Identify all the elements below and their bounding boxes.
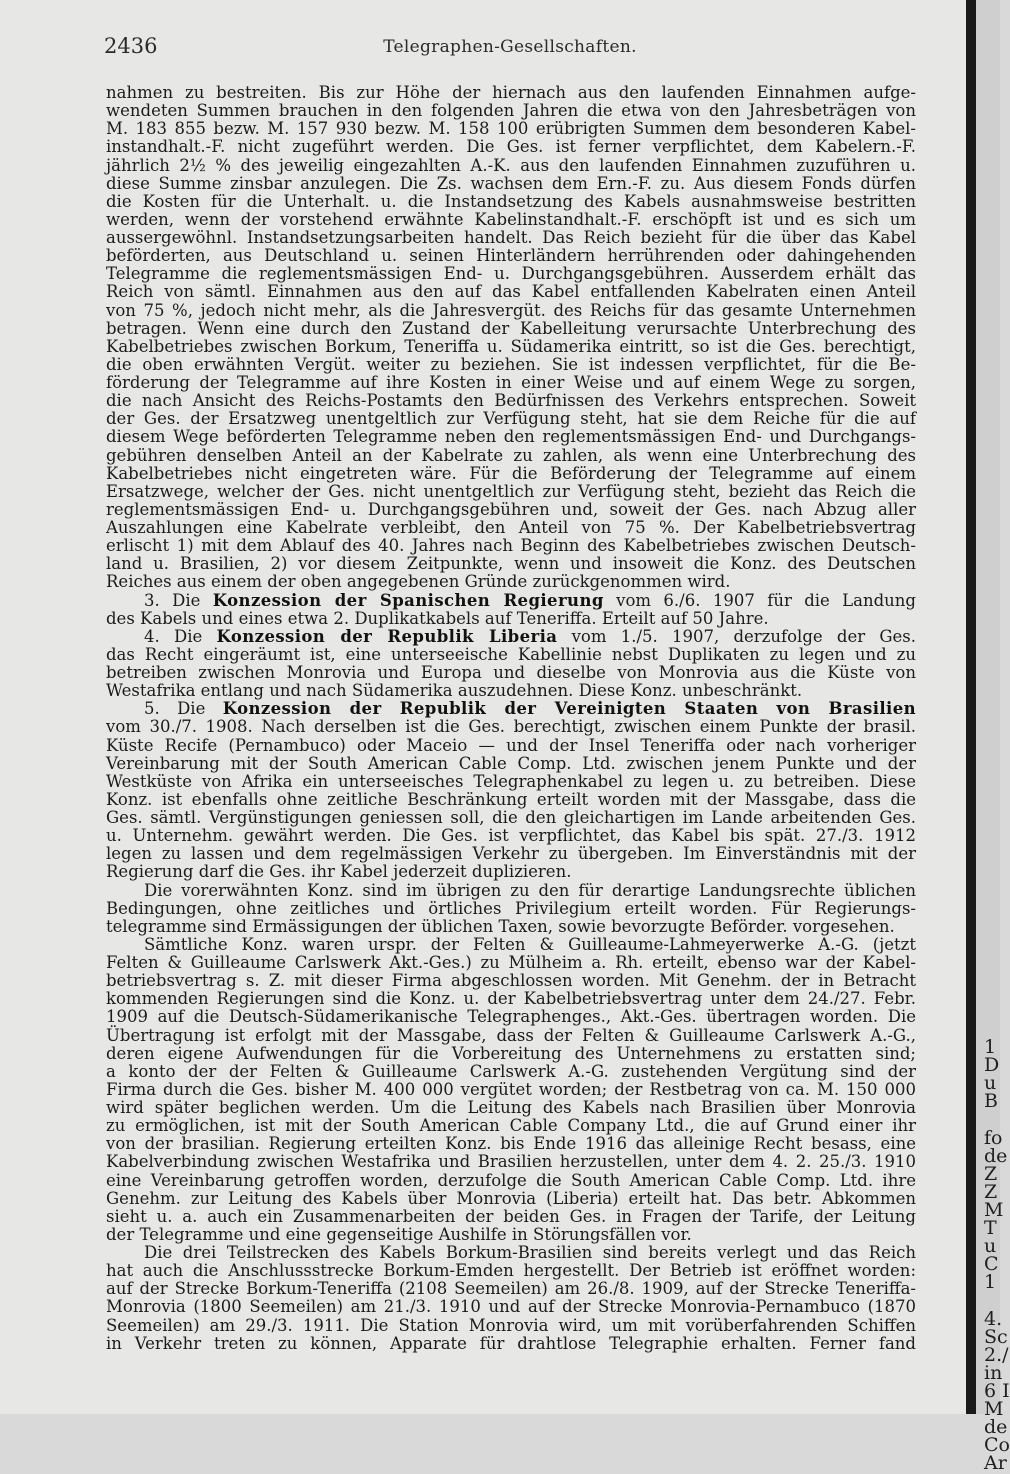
text-line: von 75 %, jedoch nicht mehr, als die Jahresvergüt. des Reichs für das gesamte Unternehmen: [106, 300, 916, 320]
adjacent-page-fragment: C: [984, 1253, 999, 1276]
adjacent-page-fragment: in: [984, 1361, 1003, 1384]
text-line: Regierung darf die Ges. ihr Kabel jederzeit duplizieren.: [106, 862, 572, 882]
text-line: Reiches aus einem der oben angegebenen Gründe zurückgenommen wird.: [106, 572, 731, 592]
text-line: kommenden Regierungen sind die Konz. u. der Kabelbetriebsvertrag unter dem 24./27. Febr.: [106, 989, 916, 1009]
text-line: Sämtliche Konz. waren urspr. der Felten & Guilleaume-Lahmeyerwerke A.-G. (jetzt: [144, 934, 916, 954]
text-line: nahmen zu bestreiten. Bis zur Höhe der hiernach aus den laufenden Einnahmen aufge-: [106, 83, 916, 102]
running-header: [104, 34, 916, 62]
text-line: wendeten Summen brauchen in den folgenden Jahren die etwa von den Jahresbeträgen von: [106, 101, 916, 121]
text-line: beförderten, aus Deutschland u. seinen Hinterländern herrührenden oder dahingehenden: [106, 246, 916, 266]
text-line: Konz. ist ebenfalls ohne zeitliche Beschränkung erteilt worden mit der Massgabe, dass die: [106, 789, 916, 809]
concession-heading: Konzession der Republik der Vereinigten Staaten von Brasilien: [222, 699, 916, 719]
heading-continuation: vom 1./5. 1907, derzufolge der Ges.: [557, 626, 916, 646]
text-line: Kabelbetriebes nicht eingetreten wäre. Für die Beförderung der Telegramme auf einem: [106, 463, 916, 483]
text-line: Firma durch die Ges. bisher M. 400 000 vergütet worden; der Restbetrag von ca. M. 150 000: [106, 1079, 916, 1099]
section-heading-line: [106, 700, 916, 718]
text-line: Übertragung ist erfolgt mit der Massgabe, dass der Felten & Guilleaume Carlswerk A.-G.,: [106, 1025, 916, 1045]
body-text: [106, 84, 916, 1353]
section-number: 3. Die: [144, 590, 213, 610]
text-line: instandhalt.-F. nicht zugeführt werden. Die Ges. ist ferner verpflichtet, dem Kabelern.-F.: [106, 137, 916, 157]
adjacent-page-fragment: M: [984, 1198, 1004, 1221]
text-line: des Kabels und eines etwa 2. Duplikatkabels auf Teneriffa. Erteilt auf 50 Jahre.: [106, 608, 769, 628]
text-line: diese Summe zinsbar anzulegen. Die Zs. wachsen dem Ern.-F. zu. Aus diesem Fonds dürfen: [106, 173, 916, 193]
text-line: land u. Brasilien, 2) vor diesem Zeitpunkte, wenn und insoweit die Konz. des Deutschen: [106, 554, 916, 574]
adjacent-page-fragment: Z: [984, 1162, 998, 1185]
text-line: legen zu lassen und dem regelmässigen Verkehr zu übergeben. Im Einverständnis mit der: [106, 844, 916, 864]
text-line: jährlich 2½ % des jeweilig eingezahlten A.-K. aus den laufenden Einnahmen zuzuführen u.: [106, 155, 916, 175]
text-line: gebühren denselben Anteil an der Kabelrate zu zahlen, als wenn eine Unterbrechung des: [106, 445, 916, 465]
section-heading-line: [106, 628, 916, 646]
text-line: betriebsvertrag s. Z. mit dieser Firma abgeschlossen worden. Mit Genehm. der in Betracht: [106, 971, 916, 991]
text-line: die Kosten für die Unterhalt. u. die Instandsetzung des Kabels ausnahmsweise bestritten: [106, 191, 916, 211]
adjacent-page-fragment: 1: [984, 1036, 997, 1058]
text-line: 1909 auf die Deutsch-Südamerikanische Telegraphenges., Akt.-Ges. übertragen worden. Die: [106, 1007, 916, 1027]
text-line: Die vorerwähnten Konz. sind im übrigen zu den für derartige Landungsrechte üblichen: [144, 880, 916, 900]
adjacent-page-fragment: de: [984, 1144, 1008, 1167]
text-line: die nach Ansicht des Reichs-Postamts den Bedürfnissen des Verkehrs entsprechen. Soweit: [106, 391, 916, 411]
adjacent-page-strip: [976, 0, 1010, 1474]
text-line: telegramme sind Ermässigungen der üblichen Taxen, sowie bevorzugte Beförder. vorgesehen.: [106, 916, 895, 936]
heading-continuation: vom 6./6. 1907 für die Landung: [603, 590, 916, 610]
text-line: Seemeilen) am 29./3. 1911. Die Station Monrovia wird, um mit vorüberfahrenden Schiffen: [106, 1315, 916, 1335]
text-line: Kabelbetriebes zwischen Borkum, Teneriffa u. Südamerika eintritt, so ist die Ges. berechtigt,: [106, 336, 916, 356]
adjacent-page-fragment: 6 I: [984, 1379, 1010, 1402]
adjacent-page-fragment: Z: [984, 1180, 998, 1203]
text-line: diesem Wege beförderten Telegramme neben den reglementsmässigen End- und Durchgangs-: [106, 427, 916, 447]
book-gutter-edge: [966, 0, 976, 1414]
page-number: 2436: [104, 34, 158, 58]
text-line: der Ges. der Ersatzweg unentgeltlich zur Verfügung steht, hat sie dem Reiche für die auf: [106, 409, 916, 429]
text-line: u. Unternehm. gewährt werden. Die Ges. ist verpflichtet, das Kabel bis spät. 27./3. 1912: [106, 826, 916, 846]
text-line: zu ermöglichen, ist mit der South American Cable Company Ltd., die auf Grund einer ihr: [106, 1116, 916, 1136]
text-line: Auszahlungen eine Kabelrate verbleibt, den Anteil von 75 %. Der Kabelbetriebsvertrag: [106, 518, 916, 537]
text-line: das Recht eingeräumt ist, eine unterseeische Kabellinie nebst Duplikaten zu legen und zu: [106, 644, 916, 664]
concession-heading: Konzession der Spanischen Regierung: [212, 590, 604, 610]
adjacent-page-fragment: D: [984, 1054, 1000, 1077]
section-heading-line: [106, 592, 916, 610]
adjacent-page-fragment: u: [984, 1235, 997, 1258]
adjacent-page-fragment: T: [984, 1217, 997, 1239]
text-line: auf der Strecke Borkum-Teneriffa (2108 Seemeilen) am 26./8. 1909, auf der Strecke Teneriffa-: [106, 1279, 916, 1299]
adjacent-page-fragment: 2./: [984, 1343, 1009, 1366]
text-line: die oben erwähnten Vergüt. weiter zu beziehen. Sie ist indessen verpflichtet, für die Be-: [106, 354, 916, 374]
text-line: Vereinbarung mit der South American Cable Comp. Ltd. zwischen jenem Punkte und der: [106, 753, 916, 773]
text-line: Reich von sämtl. Einnahmen aus den auf das Kabel entfallenden Kabelraten einen Anteil: [106, 282, 916, 302]
adjacent-page-fragment: Ar: [984, 1452, 1007, 1474]
adjacent-page-fragment: de: [984, 1416, 1008, 1439]
adjacent-page-fragment: Co: [984, 1434, 1010, 1457]
header-title: Telegraphen-Gesellschaften.: [383, 37, 637, 57]
text-line: betragen. Wenn eine durch den Zustand der Kabelleitung verursachte Unterbrechung des: [106, 318, 916, 338]
text-line: wird später beglichen werden. Um die Leitung des Kabels nach Brasilien über Monrovia: [106, 1098, 916, 1117]
text-line: sieht u. a. auch ein Zusammenarbeiten der beiden Ges. in Fragen der Tarife, der Leitung: [106, 1206, 916, 1226]
text-line: hat auch die Anschlussstrecke Borkum-Emden hergestellt. Der Betrieb ist eröffnet worden:: [106, 1261, 916, 1281]
text-line: Felten & Guilleaume Carlswerk Akt.-Ges.) zu Mülheim a. Rh. erteilt, ebenso war der Kabel-: [106, 953, 916, 972]
text-line: Westafrika entlang und nach Südamerika auszudehnen. Diese Konz. unbeschränkt.: [106, 681, 803, 701]
text-line: von der brasilian. Regierung erteilten Konz. bis Ende 1916 das alleinige Recht besass, eine: [106, 1134, 916, 1154]
text-line: erlischt 1) mit dem Ablauf des 40. Jahres nach Beginn des Kabelbetriebes zwischen Deutsch-: [106, 536, 916, 556]
text-line: deren eigene Aufwendungen für die Vorbereitung des Unternehmens zu erstatten sind;: [106, 1043, 916, 1063]
text-line: vom 30./7. 1908. Nach derselben ist die Ges. berechtigt, zwischen einem Punkte der brasil.: [106, 717, 916, 737]
adjacent-page-fragment: Sc: [984, 1325, 1008, 1348]
section-number: 4. Die: [144, 626, 217, 646]
text-line: Die drei Teilstrecken des Kabels Borkum-Brasilien sind bereits verlegt und das Reich: [144, 1243, 916, 1262]
text-line: werden, wenn der vorstehend erwähnte Kabelinstandhalt.-F. erschöpft ist und es sich um: [106, 209, 916, 229]
section-number: 5. Die: [144, 699, 223, 719]
text-line: Ersatzwege, welcher der Ges. nicht unentgeltlich zur Verfügung steht, bezieht das Reich die: [106, 481, 916, 501]
adjacent-page-fragment: u: [984, 1072, 997, 1095]
text-line: der Telegramme und eine gegenseitige Aushilfe in Störungsfällen vor.: [106, 1224, 692, 1244]
text-line: Bedingungen, ohne zeitliches und örtliches Privilegium erteilt worden. Für Regierungs-: [106, 898, 916, 918]
text-line: M. 183 855 bezw. M. 157 930 bezw. M. 158 100 erübrigten Summen dem besonderen Kabel-: [106, 119, 916, 139]
text-line: a konto der der Felten & Guilleaume Carlswerk A.-G. zustehenden Vergütung sind der: [106, 1061, 916, 1081]
text-line: Ges. sämtl. Vergünstigungen geniessen soll, die den gleichartigen im Lande arbeitenden Ges.: [106, 808, 916, 827]
adjacent-page-fragment: B: [984, 1090, 998, 1113]
text-line: förderung der Telegramme auf ihre Kosten in einer Weise und auf einem Wege zu sorgen,: [106, 373, 916, 392]
text-line: Monrovia (1800 Seemeilen) am 21./3. 1910 und auf der Strecke Monrovia-Pernambuco (1870: [106, 1297, 916, 1317]
text-line: reglementsmässigen End- u. Durchgangsgebühren und, soweit der Ges. nach Abzug aller: [106, 499, 916, 519]
adjacent-page-fragment: fo: [984, 1126, 1003, 1149]
text-line: in Verkehr treten zu können, Apparate für drahtlose Telegraphie erhalten. Ferner fand: [106, 1333, 916, 1353]
text-line: Westküste von Afrika ein unterseeisches Telegraphenkabel zu legen u. zu betreiben. Diese: [106, 771, 916, 791]
text-line: Genehm. zur Leitung des Kabels über Monrovia (Liberia) erteilt hat. Das betr. Abkommen: [106, 1188, 916, 1208]
text-line: aussergewöhnl. Instandsetzungsarbeiten handelt. Das Reich bezieht für die über das Kabel: [106, 228, 916, 247]
text-line: Kabelverbindung zwischen Westafrika und Brasilien herzustellen, unter dem 4. 2. 25./3. 1910: [106, 1152, 916, 1172]
adjacent-page-fragment: M: [984, 1398, 1004, 1420]
adjacent-page-fragment: 4.: [984, 1307, 1003, 1330]
text-line: Telegramme die reglementsmässigen End- u. Durchgangsgebühren. Ausserdem erhält das: [106, 264, 916, 284]
concession-heading: Konzession der Republik Liberia: [216, 626, 558, 646]
adjacent-page-fragment: 1: [984, 1271, 997, 1294]
text-line: Küste Recife (Pernambuco) oder Maceio — und der Insel Teneriffa oder nach vorheriger: [106, 735, 916, 755]
text-line: eine Vereinbarung getroffen worden, derzufolge die South American Cable Comp. Ltd. ihre: [106, 1170, 916, 1190]
text-line: betreiben zwischen Monrovia und Europa und dieselbe von Monrovia aus die Küste von: [106, 663, 916, 682]
